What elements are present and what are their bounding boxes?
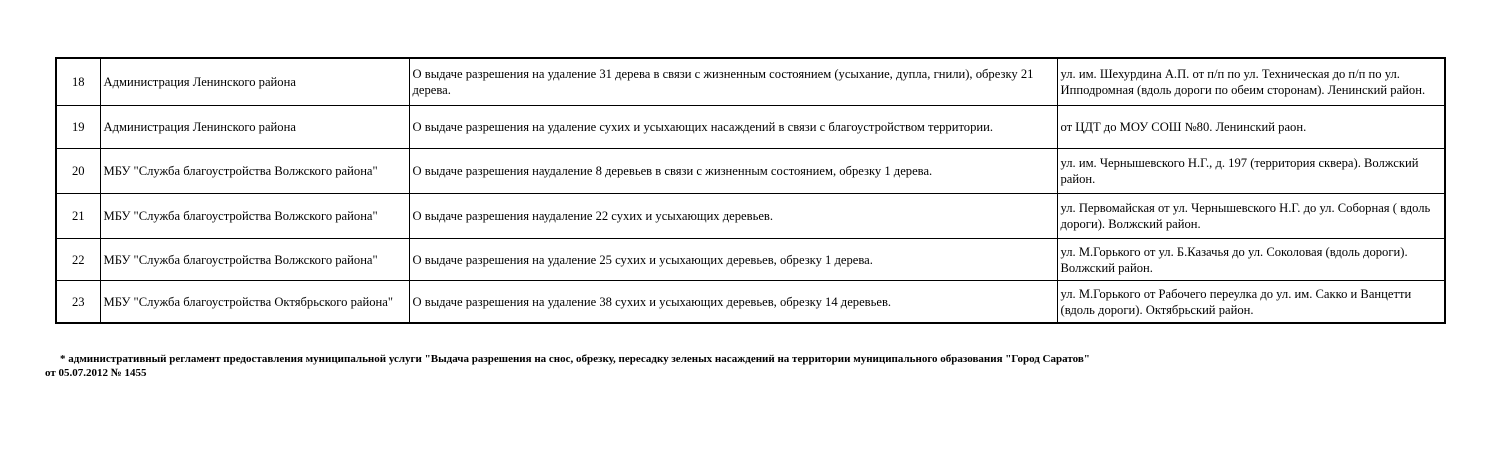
organization-cell: МБУ "Служба благоустройства Волжского района" (100, 239, 409, 281)
footnote (45, 352, 1090, 380)
location-cell: от ЦДТ до МОУ СОШ №80. Ленинский раон. (1057, 106, 1445, 149)
location-cell: ул. М.Горького от Рабочего переулка до ул. им. Сакко и Ванцетти (вдоль дороги). Октябрьский район. (1057, 281, 1445, 324)
table-row (56, 239, 1445, 281)
row-number: 20 (56, 149, 100, 194)
permits-table (55, 57, 1446, 324)
description-cell: О выдаче разрешения на удаление 31 дерева в связи с жизненным состоянием (усыхание, дупла, гнили), обрезку 21 дерева. (409, 58, 1057, 106)
row-number: 23 (56, 281, 100, 324)
organization-cell: Администрация Ленинского района (100, 106, 409, 149)
location-cell: ул. Первомайская от ул. Чернышевского Н.Г. до ул. Соборная ( вдоль дороги). Волжский район. (1057, 194, 1445, 239)
row-number: 22 (56, 239, 100, 281)
location-cell: ул. им. Чернышевского Н.Г., д. 197 (территория сквера). Волжский район. (1057, 149, 1445, 194)
description-cell: О выдаче разрешения на удаление сухих и усыхающих насаждений в связи с благоустройством территории. (409, 106, 1057, 149)
row-number: 21 (56, 194, 100, 239)
table-row (56, 149, 1445, 194)
row-number: 19 (56, 106, 100, 149)
row-number: 18 (56, 58, 100, 106)
organization-cell: МБУ "Служба благоустройства Октябрьского района" (100, 281, 409, 324)
table-row (56, 58, 1445, 106)
footnote-line-1: * административный регламент предоставления муниципальной услуги "Выдача разрешения на снос, обрезку, пересадку зеленых насаждений на территории муниципального образования "Город Саратов" (60, 353, 1090, 365)
organization-cell: МБУ "Служба благоустройства Волжского района" (100, 194, 409, 239)
location-cell: ул. М.Горького от ул. Б.Казачья до ул. Соколовая (вдоль дороги). Волжский район. (1057, 239, 1445, 281)
table-row (56, 194, 1445, 239)
permits-table-wrapper (55, 57, 1444, 324)
description-cell: О выдаче разрешения на удаление 25 сухих и усыхающих деревьев, обрезку 1 дерева. (409, 239, 1057, 281)
location-cell: ул. им. Шехурдина А.П. от п/п по ул. Техническая до п/п по ул. Ипподромная (вдоль дороги по обеим сторонам). Ленинский район. (1057, 58, 1445, 106)
footnote-line-2: от 05.07.2012 № 1455 (45, 367, 147, 379)
organization-cell: МБУ "Служба благоустройства Волжского района" (100, 149, 409, 194)
table-row (56, 281, 1445, 324)
organization-cell: Администрация Ленинского района (100, 58, 409, 106)
table-row (56, 106, 1445, 149)
description-cell: О выдаче разрешения наудаление 8 деревьев в связи с жизненным состоянием, обрезку 1 дерева. (409, 149, 1057, 194)
description-cell: О выдаче разрешения на удаление 38 сухих и усыхающих деревьев, обрезку 14 деревьев. (409, 281, 1057, 324)
description-cell: О выдаче разрешения наудаление 22 сухих и усыхающих деревьев. (409, 194, 1057, 239)
